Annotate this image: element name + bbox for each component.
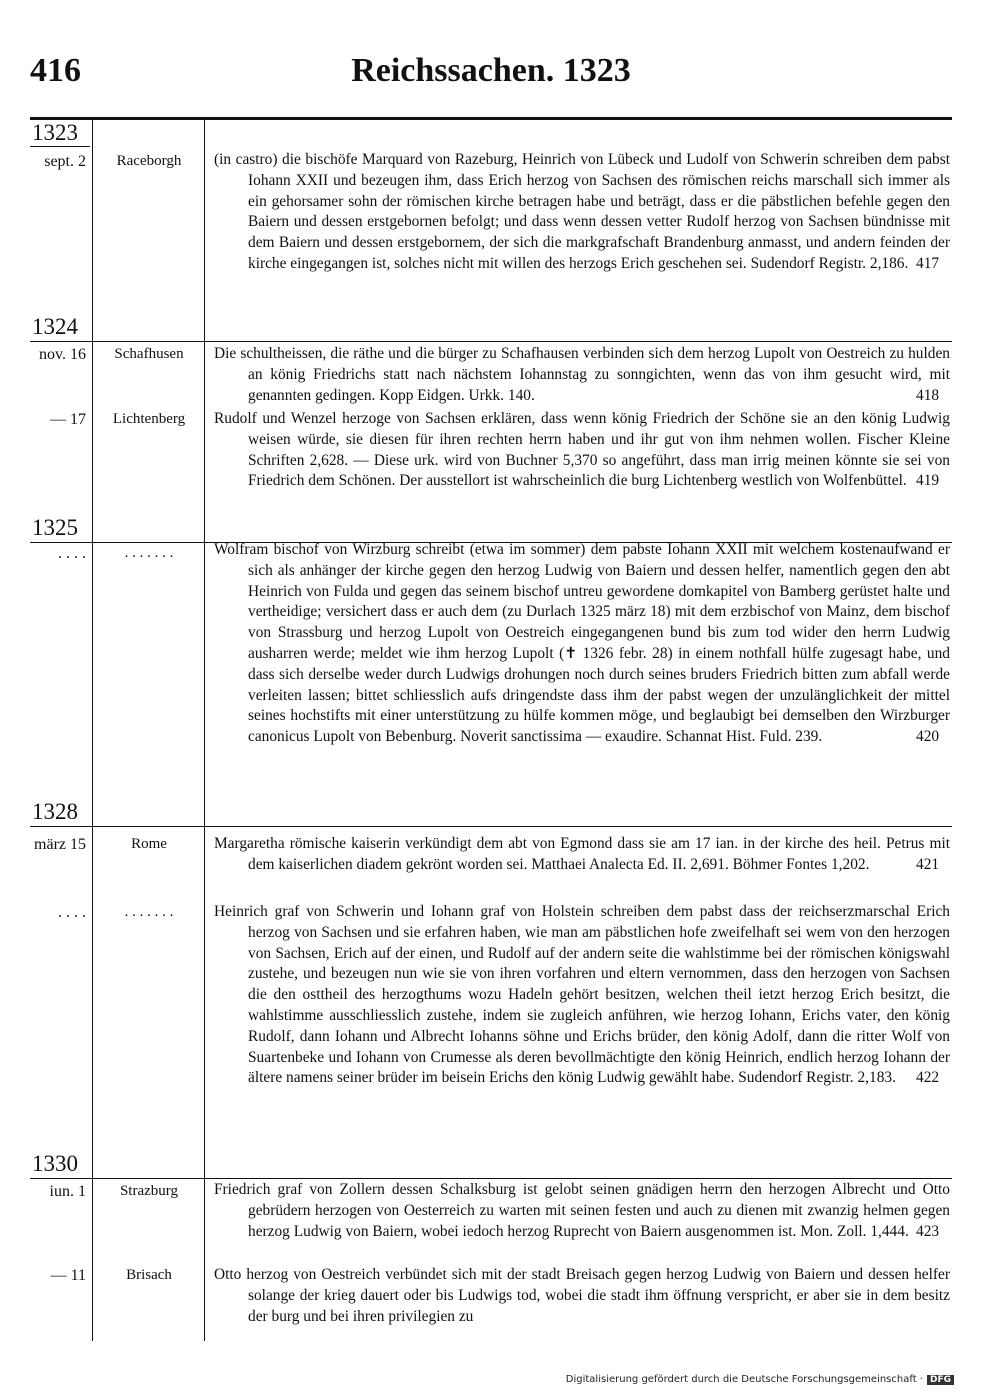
entry-text: Die schultheissen, die räthe und die bürger zu Schafhausen verbinden sich dem herzog Lupolt von Oestreich zu hulden an könig Friedrichs statt nach nächstem Iohannstag zu sonngichten, wenn das von ihm gesucht wird, mit genannten gedingen. Kopp Eidgen. Urkk. 140. <box>214 345 950 404</box>
header-rule <box>30 117 952 120</box>
row-rule <box>30 1178 952 1179</box>
year-label: 1330 <box>32 1151 78 1176</box>
row-rule <box>30 341 952 342</box>
page-number: 416 <box>30 52 81 89</box>
entry-date: nov. 16 <box>39 346 86 363</box>
entry-date: . . . . <box>58 545 86 562</box>
entry-date: iun. 1 <box>49 1183 86 1200</box>
entry: Heinrich graf von Schwerin und Iohann graf von Holstein schreiben dem pabst dass der reichserzmarschal Erich herzog von Sachsen und sie erfahren haben, wie man am päbstlichen hofe zweifelhaft sei wem von den herzogen von Sachsen, Erich auf der einen, und Rudolf auf der andern seite die wahlstimme bei der römischen königswahl zustehe, und bezeugen nun wie sie von ihren vorfahren und eltern vernommen, dass den herzogen von Sachsen die den osttheil des herzogthums wozu Hadeln gehört besitzen, welchen theil ietzt herzog Erich besitzt, die wahlstimme ausschliesslich zustehe, indem sie zugleich anführen, wie herzog Iohann, Erichs vater, den könig Rudolf, dann Iohann und Albrecht Iohanns söhne und Erichs brüder, den könig Adolf, dann die ritter Wolf von Suartenbeke und Iohann von Crumesse als deren bevollmächtigte den könig Heinrich, endlich herzog Iohann der ältere namens seiner brüder im beisein Erichs den könig Ludwig gewählt habe. Sudendorf Registr. 2,183. 422 <box>214 903 950 1087</box>
entry-text: Otto herzog von Oestreich verbündet sich mit der stadt Breisach gegen herzog Ludwig von Baiern und dessen helfer solange der krieg dauert oder bis Ludwigs tod, wobei die stadt ihm öffnung verspricht, er aber sie in dem besitz der burg und bei ihren privilegien zu <box>214 1266 950 1325</box>
entry-text: Wolfram bischof von Wirzburg schreibt (etwa im sommer) dem pabste Iohann XXII mit welchem kostenaufwand er sich als anhänger der kirche gegen den herzog Ludwig von Baiern und dessen helfer, namentlich gegen den abt Heinrich von Fulda und gegen das seinem bischof untreu gewordene domkapitel von Bamberg gerüstet halte und vertheidige; versichert dass er auch dem (zu Durlach 1325 märz 18) mit dem erzbischof von Mainz, dem bischof von Strassburg und herzog Lupolt von Oestreich eingegangenen bund bis zum tod wider den herrn Ludwig ausharren werde; meldet wie ihm herzog Lupolt (✝ 1326 febr. 28) in einem nothfall hülfe zugesagt habe, und dass sich derselbe weder durch Ludwigs drohungen noch durch seines bruders Friedrich bitten zum abfall werde verleiten lassen; bittet schliesslich aufs dringendste dass ihm der pabst wegen der unzulänglichkeit der mittel seines hochstifts mit einer unterstützung zu hülfe kommen möge, und beglaubigt bei demselben den Wirzburger canonicus Lupolt von Bebenburg. Noverit sanctissima — exaudire. Schannat Hist. Fuld. 239. <box>214 541 950 746</box>
footer-text: Digitalisierung gefördert durch die Deutsche Forschungsgemeinschaft · <box>565 1374 923 1385</box>
entry-date: sept. 2 <box>44 153 86 170</box>
entry-place: Brisach <box>126 1267 172 1283</box>
entry: Margaretha römische kaiserin verkündigt dem abt von Egmond dass sie am 17 ian. in der kirche des heil. Petrus mit dem kaiserlichen diadem gekrönt worden sei. Matthaei Analecta Ed. II. 2,691. Böhmer Fontes 1,202. 421 <box>214 835 950 873</box>
year-rule <box>30 146 90 147</box>
entry-text: Friedrich graf von Zollern dessen Schalksburg ist gelobt seinen gnädigen herrn den herzogen Albrecht und Otto gebrüdern herzogen von Oesterreich zu warten mit seinen festen und auch zu dienen mit zwanzig helmen gegen herzog Ludwig von Baiern, wobei iedoch herzog Ruprecht von Baiern ausgenommen ist. Mon. Zoll. 1,444. <box>214 1181 950 1240</box>
entry-place: Schafhusen <box>114 346 184 362</box>
entry-place: Lichtenberg <box>112 411 186 427</box>
entry: Die schultheissen, die räthe und die bürger zu Schafhausen verbinden sich dem herzog Lupolt von Oestreich zu hulden an könig Friedrichs statt nach nächstem Iohannstag zu sonngichten, wenn das von ihm gesucht wird, mit genannten gedingen. Kopp Eidgen. Urkk. 140. 418 <box>214 345 950 404</box>
entry-date: — 11 <box>50 1267 86 1284</box>
entry: Wolfram bischof von Wirzburg schreibt (etwa im sommer) dem pabste Iohann XXII mit welchem kostenaufwand er sich als anhänger der kirche gegen den herzog Ludwig von Baiern und dessen helfer, namentlich gegen den abt Heinrich von Fulda und gegen das seinem bischof untreu gewordene domkapitel von Bamberg gerüstet halte und vertheidige; versichert dass er auch dem (zu Durlach 1325 märz 18) mit dem erzbischof von Mainz, dem bischof von Strassburg und herzog Lupolt von Oestreich eingegangenen bund bis zum tod wider den herrn Ludwig ausharren werde; meldet wie ihm herzog Lupolt (✝ 1326 febr. 28) in einem nothfall hülfe zugesagt habe, und dass sich derselbe weder durch Ludwigs drohungen noch durch seines bruders Friedrich bitten zum abfall werde verleiten lassen; bittet schliesslich aufs dringendste dass ihm der pabst wegen der unzulänglichkeit der mittel seines hochstifts mit einer unterstützung zu hülfe kommen möge, und beglaubigt bei demselben den Wirzburger canonicus Lupolt von Bebenburg. Noverit sanctissima — exaudire. Schannat Hist. Fuld. 239. 420 <box>214 541 950 746</box>
entry-text: Rudolf und Wenzel herzoge von Sachsen erklären, dass wenn könig Friedrich der Schöne sie an den könig Ludwig weisen würde, sie diesen für ihren rechten herrn haben und ihr gut von ihm nehmen wollen. Fischer Kleine Schriften 2,628. — Diese urk. wird von Buchner 5,370 so angeführt, dass man irrig meinen könnte sie sei von Friedrich dem Schönen. Der ausstellort ist wahrscheinlich die burg Lichtenberg westlich von Wolfenbüttel. <box>214 410 950 490</box>
entry-place: Rome <box>131 836 167 852</box>
entry: Rudolf und Wenzel herzoge von Sachsen erklären, dass wenn könig Friedrich der Schöne sie an den könig Ludwig weisen würde, sie diesen für ihren rechten herrn haben und ihr gut von ihm nehmen wollen. Fischer Kleine Schriften 2,628. — Diese urk. wird von Buchner 5,370 so angeführt, dass man irrig meinen könnte sie sei von Friedrich dem Schönen. Der ausstellort ist wahrscheinlich die burg Lichtenberg westlich von Wolfenbüttel. 419 <box>214 410 950 490</box>
entry: (in castro) die bischöfe Marquard von Razeburg, Heinrich von Lübeck und Ludolf von Schwerin schreiben dem pabst Iohann XXII und bezeugen ihm, dass Erich herzog von Sachsen des römischen reichs marschall sich immer als ein gehorsamer sohn der römischen kirche betragen habe und beträgt, dass er die päbstlichen befehle gegen den Baiern und dessen erstgebornen befolgt; und dass wenn dessen vetter Rudolf herzog von Sachsen bündnisse mit dem Baiern und dessen erstgebornem, der sich die markgrafschaft Brandenburg anmasst, und andern feinden der kirche eingegangen ist, solches nicht mit willen des herzogs Erich geschehen sei. Sudendorf Registr. 2,186. 417 <box>214 151 950 272</box>
year-label: 1328 <box>32 799 78 824</box>
entry-place: Strazburg <box>119 1183 179 1199</box>
entry: Friedrich graf von Zollern dessen Schalksburg ist gelobt seinen gnädigen herrn den herzogen Albrecht und Otto gebrüdern herzogen von Oesterreich zu warten mit seinen festen und auch zu dienen mit zwanzig helmen gegen herzog Ludwig von Baiern, wobei iedoch herzog Ruprecht von Baiern ausgenommen ist. Mon. Zoll. 1,444. 423 <box>214 1181 950 1240</box>
page-title: Reichssachen. 1323 <box>351 52 631 89</box>
page-header <box>30 52 952 98</box>
entry <box>214 1265 950 1327</box>
entry-text: Heinrich graf von Schwerin und Iohann graf von Holstein schreiben dem pabst dass der reichserzmarschal Erich herzog von Sachsen und sie erfahren haben, wie man am päbstlichen hofe zweifelhaft sei wem von den herzogen von Sachsen, Erich auf der einen, und Rudolf auf der andern seite die wahlstimme bei der römischen königswahl zustehe, und bezeugen nun wie sie von ihren vorfahren und eltern vernommen, dass den herzogen von Sachsen die den osttheil des herzogthums wozu Hadeln gehört besitzen, welchen theil ietzt herzog Erich besitzt, die wahlstimme ausschliesslich zustehe, indem sie zugleich anführen, wie herzog Iohann, Erichs vater, den könig Rudolf, dann Iohann und Albrecht Iohanns söhne und Erichs brüder, den könig Adolf, dann die ritter Wolf von Suartenbeke und Iohann von Crumesse als deren bevollmächtigte den könig Heinrich, endlich herzog Iohann der ältere namens seiner brüder im beisein Erichs den könig Ludwig gewählt habe. Sudendorf Registr. 2,183. <box>214 903 950 1087</box>
entry-text: Margaretha römische kaiserin verkündigt dem abt von Egmond dass sie am 17 ian. in der kirche des heil. Petrus mit dem kaiserlichen diadem gekrönt worden sei. Matthaei Analecta Ed. II. 2,691. Böhmer Fontes 1,202. <box>214 835 950 873</box>
row-rule <box>30 826 952 827</box>
year-label: 1325 <box>32 515 78 540</box>
dfg-logo: DFG <box>927 1375 954 1385</box>
footer <box>566 1374 954 1385</box>
column-divider-place <box>204 120 205 1341</box>
entry-place: Raceborgh <box>116 153 182 169</box>
entry-date: märz 15 <box>34 836 86 853</box>
entry-place: . . . . . . . <box>124 904 174 920</box>
year-label: 1323 <box>32 120 78 145</box>
year-label: 1324 <box>32 314 78 339</box>
entry-date: — 17 <box>50 411 86 428</box>
entry-text: (in castro) die bischöfe Marquard von Razeburg, Heinrich von Lübeck und Ludolf von Schwerin schreiben dem pabst Iohann XXII und bezeugen ihm, dass Erich herzog von Sachsen des römischen reichs marschall sich immer als ein gehorsamer sohn der römischen kirche betragen habe und beträgt, dass er die päbstlichen befehle gegen den Baiern und dessen erstgebornen befolgt; und dass wenn dessen vetter Rudolf herzog von Sachsen bündnisse mit dem Baiern und dessen erstgebornem, der sich die markgrafschaft Brandenburg anmasst, und andern feinden der kirche eingegangen ist, solches nicht mit willen des herzogs Erich geschehen sei. Sudendorf Registr. 2,186. <box>214 151 950 272</box>
entry-date: . . . . <box>58 904 86 921</box>
column-divider-date <box>92 120 93 1341</box>
entry-place: . . . . . . . <box>124 545 174 561</box>
